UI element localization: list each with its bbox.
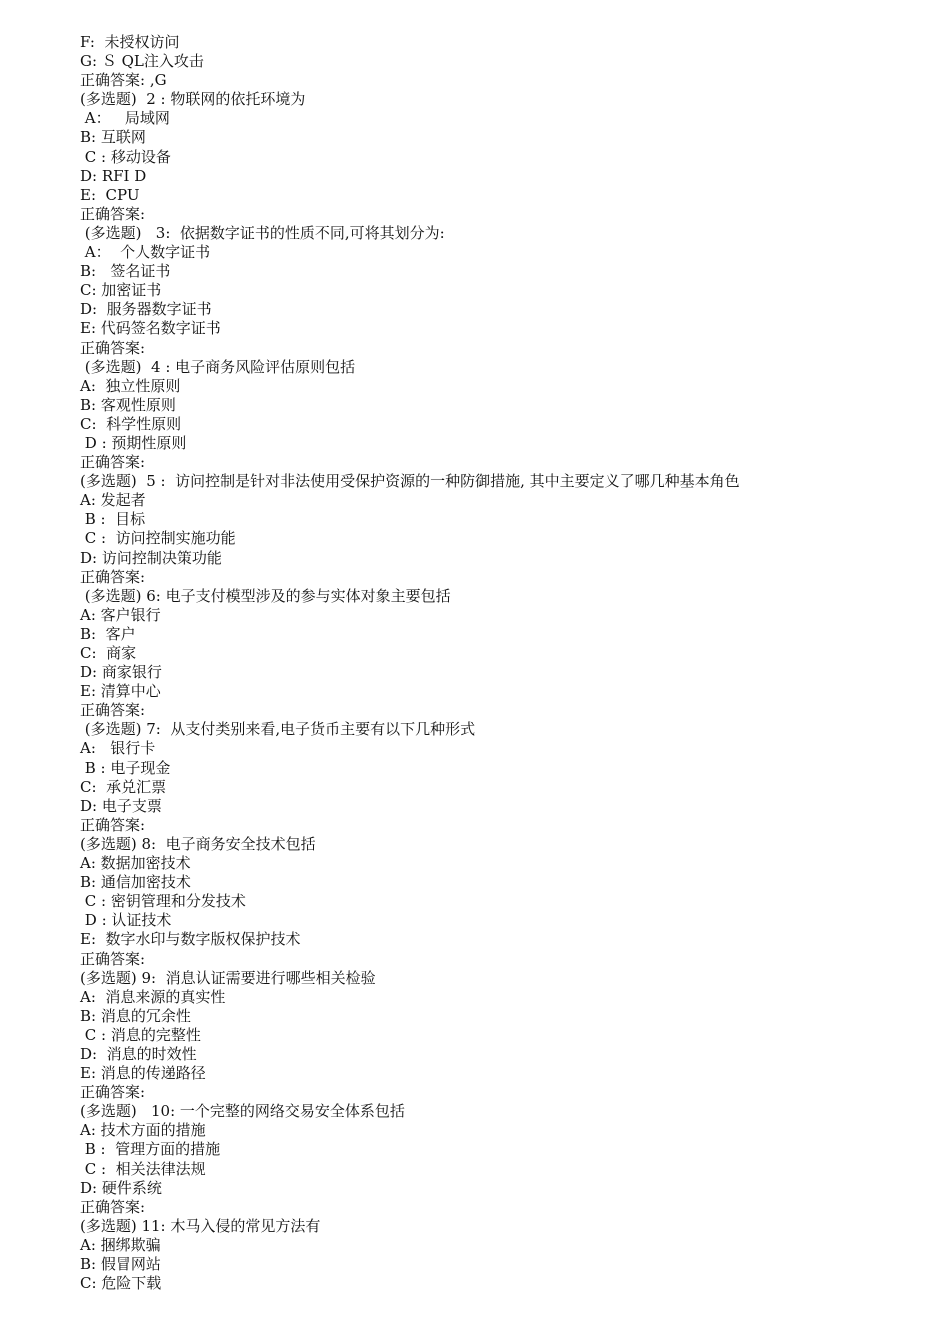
text-line: B : 电子现金 xyxy=(80,758,171,777)
text-line: B: 客观性原则 xyxy=(80,395,176,414)
text-line: (多选题) 4 : 电子商务风险评估原则包括 xyxy=(80,357,356,376)
text-line: A: 数据加密技术 xyxy=(80,854,191,873)
text-line: 正确答案: xyxy=(80,204,146,223)
text-line: B: 通信加密技术 xyxy=(80,873,191,892)
text-line: D: 服务器数字证书 xyxy=(80,300,212,319)
text-line: D: 电子支票 xyxy=(80,796,162,815)
text-line: (多选题) 2 : 物联网的依托环境为 xyxy=(80,90,306,109)
text-line: 正确答案: xyxy=(80,1197,146,1216)
text-line: C : 密钥管理和分发技术 xyxy=(80,892,246,911)
text-line: A： 局域网 xyxy=(80,109,170,128)
text-line: E: 清算中心 xyxy=(80,682,161,701)
text-line: 正确答案: xyxy=(80,949,146,968)
text-line: A: 技术方面的措施 xyxy=(80,1121,206,1140)
text-line: C: 加密证书 xyxy=(80,281,162,300)
text-line: C: 承兑汇票 xyxy=(80,777,167,796)
text-line: A: 捆绑欺骗 xyxy=(80,1235,161,1254)
text-line: B: 消息的冗余性 xyxy=(80,1006,191,1025)
text-line: C : 访问控制实施功能 xyxy=(80,529,236,548)
text-line: 正确答案: xyxy=(80,701,146,720)
text-line: A: 发起者 xyxy=(80,491,146,510)
text-line: 正确答案: xyxy=(80,338,146,357)
text-line: C : 相关法律法规 xyxy=(80,1159,206,1178)
text-line: 正确答案: ,G xyxy=(80,71,167,90)
text-line: E: 代码签名数字证书 xyxy=(80,319,221,338)
text-line: G: Ｓ QL注入攻击 xyxy=(80,52,204,71)
text-line: (多选题) 7: 从支付类别来看,电子货币主要有以下几种形式 xyxy=(80,720,476,739)
text-line: D : 预期性原则 xyxy=(80,433,187,452)
text-line: A: 消息来源的真实性 xyxy=(80,987,226,1006)
text-line: B : 管理方面的措施 xyxy=(80,1140,221,1159)
text-line: A: 独立性原则 xyxy=(80,376,181,395)
text-line: (多选题) 10: 一个完整的网络交易安全体系包括 xyxy=(80,1102,405,1121)
text-line: A： 个人数字证书 xyxy=(80,243,211,262)
text-line: A: 银行卡 xyxy=(80,739,156,758)
text-line: C : 消息的完整性 xyxy=(80,1025,201,1044)
text-line: D : 认证技术 xyxy=(80,911,172,930)
text-line: (多选题) 9: 消息认证需要进行哪些相关检验 xyxy=(80,968,376,987)
text-line: C: 商家 xyxy=(80,644,137,662)
text-line: D: 商家银行 xyxy=(80,663,162,682)
text-line: B: 假冒网站 xyxy=(80,1255,161,1273)
text-line: 正确答案: xyxy=(80,1083,146,1102)
text-line: B : 目标 xyxy=(80,510,146,529)
text-line: B: 互联网 xyxy=(80,128,146,147)
text-line: (多选题) 11: 木马入侵的常见方法有 xyxy=(80,1216,321,1235)
text-line: D: RFI D xyxy=(80,166,147,185)
text-line: E: 数字水印与数字版权保护技术 xyxy=(80,930,301,949)
text-line: (多选题) 5 : 访问控制是针对非法使用受保护资源的一种防御措施, 其中主要定义了哪几种基本角色 xyxy=(80,472,740,491)
text-line: 正确答案: xyxy=(80,815,146,834)
text-line: B: 客户 xyxy=(80,624,136,643)
text-line: B: 签名证书 xyxy=(80,262,171,281)
text-line: C: 科学性原则 xyxy=(80,414,182,433)
text-line: D: 消息的时效性 xyxy=(80,1044,197,1063)
text-line: 正确答案: xyxy=(80,453,146,472)
text-line: (多选题) 6: 电子支付模型涉及的参与实体对象主要包括 xyxy=(80,586,451,605)
text-line: (多选题) 8: 电子商务安全技术包括 xyxy=(80,834,316,853)
text-line: A: 客户银行 xyxy=(80,605,161,624)
text-line: 正确答案: xyxy=(80,567,146,586)
text-line: E: 消息的传递路径 xyxy=(80,1064,206,1083)
text-line: C: 危险下载 xyxy=(80,1274,162,1293)
text-line: F: 未授权访问 xyxy=(80,33,180,51)
text-line: D: 访问控制决策功能 xyxy=(80,548,222,567)
text-line: E: CPU xyxy=(80,185,140,204)
text-line: C : 移动设备 xyxy=(80,147,171,166)
text-line: D: 硬件系统 xyxy=(80,1178,162,1197)
text-line: (多选题) 3: 依据数字证书的性质不同,可将其划分为: xyxy=(80,223,445,242)
document-page xyxy=(80,33,930,1293)
